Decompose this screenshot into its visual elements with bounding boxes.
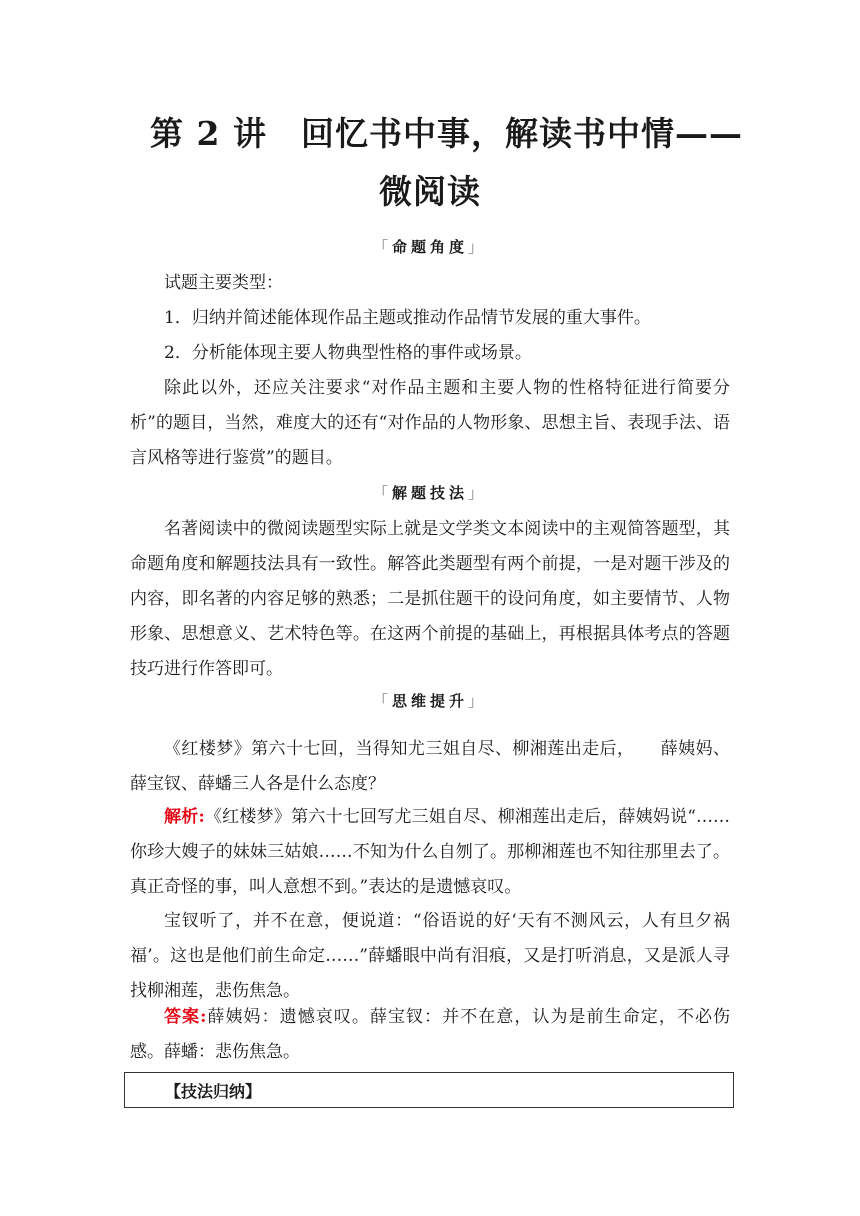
section-heading-mingti: [0, 236, 860, 257]
section-heading-jieti-label: 解题技法: [391, 484, 468, 502]
section-heading-mingti-label: 命题角度: [391, 238, 468, 256]
title-line-1: 第 2 讲 回忆书中事，解读书中情——: [150, 114, 743, 153]
answer-paragraph: [130, 1000, 730, 1070]
analysis-text: 《红楼梦》第六十七回写尤三姐自尽、柳湘莲出走后，薛姨妈说“……你珍大嫂子的妹妹三姑娘……不知为什么自刎了。那柳湘莲也不知往那里去了。真正奇怪的事，叫人意想不到。”表达的是遗憾哀叹。: [130, 807, 730, 897]
bracket-open-icon: 「: [372, 238, 392, 256]
section-heading-siwei-label: 思维提升: [391, 692, 468, 710]
section-heading-siwei: [0, 690, 860, 711]
technique-summary-label: 【技法归纳】: [165, 1082, 262, 1101]
answer-text: 薛姨妈：遗憾哀叹。薛宝钗：并不在意，认为是前生命定，不必伤感。薛蟠：悲伤焦急。: [130, 1007, 730, 1062]
mingti-intro: 试题主要类型：: [164, 273, 283, 293]
title-line-2: 微阅读: [379, 172, 481, 211]
bracket-open-icon: 「: [372, 692, 392, 710]
mingti-extra: 除此以外，还应关注要求“对作品主题和主要人物的性格特征进行简要分析”的题目，当然，难度大的还有“对作品的人物形象、思想主旨、表现手法、语言风格等进行鉴赏”的题目。: [130, 378, 730, 468]
answer-label: 答案:: [164, 1007, 207, 1027]
analysis-label: 解析:: [164, 807, 205, 827]
technique-summary-box: [124, 1072, 734, 1108]
question-text: 《红楼梦》第六十七回，当得知尤三姐自尽、柳湘莲出走后， 薛姨妈、薛宝钗、薛蟠三人各是什么态度？: [130, 739, 730, 794]
jieti-paragraph: 名著阅读中的微阅读题型实际上就是文学类文本阅读中的主观简答题型，其命题角度和解题技法具有一致性。解答此类题型有两个前提，一是对题干涉及的内容，即名著的内容足够的熟悉；二是抓住题干的设问角度，如主要情节、人物形象、思想意义、艺术特色等。在这两个前提的基础上，再根据具体考点的答题技巧进行作答即可。: [130, 519, 730, 679]
analysis-paragraph-2: 宝钗听了，并不在意，便说道：“俗语说的好‘天有不测风云，人有旦夕祸福’。这也是他们前生命定……”薛蟠眼中尚有泪痕，又是打听消息，又是派人寻找柳湘莲，悲伤焦急。: [130, 911, 730, 1001]
mingti-item-2: 2．分析能体现主要人物典型性格的事件或场景。: [164, 343, 532, 363]
bracket-close-icon: 」: [468, 484, 488, 502]
bracket-open-icon: 「: [372, 484, 392, 502]
analysis-paragraph: [130, 800, 730, 905]
section-heading-jieti: [0, 482, 860, 503]
bracket-close-icon: 」: [468, 238, 488, 256]
bracket-close-icon: 」: [468, 692, 488, 710]
mingti-item-1: 1．归纳并简述能体现作品主题或推动作品情节发展的重大事件。: [164, 308, 651, 328]
